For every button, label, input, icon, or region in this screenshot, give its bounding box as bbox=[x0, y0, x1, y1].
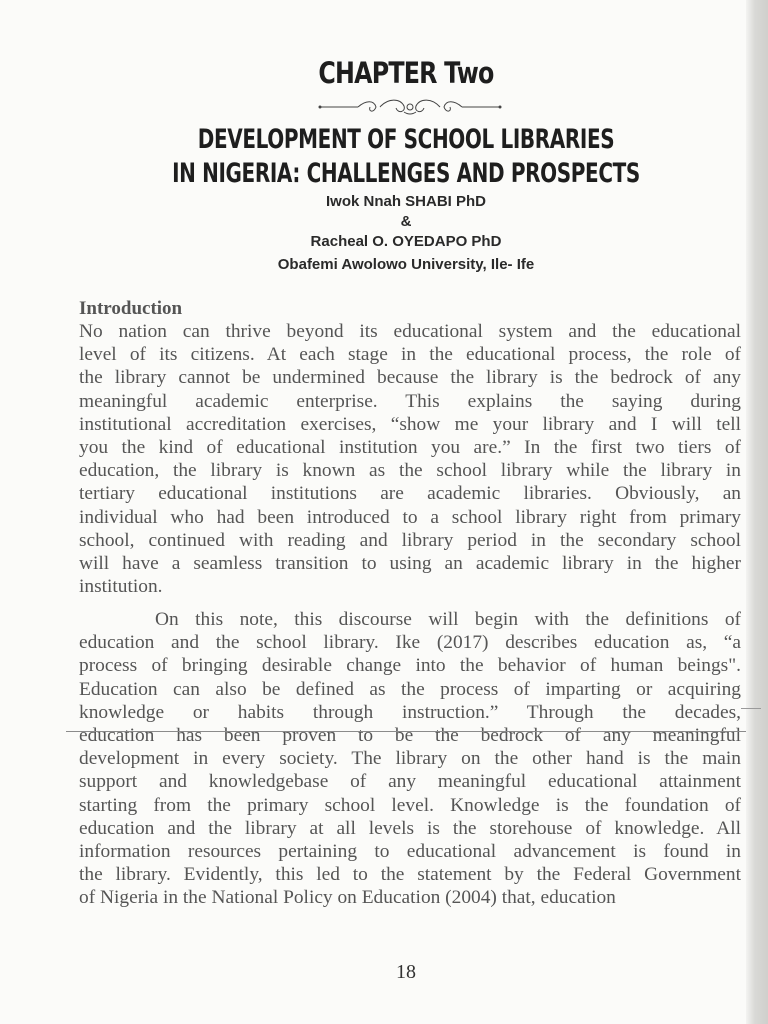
text-line: information resources pertaining to educational advancement is found in bbox=[79, 840, 741, 862]
text-line: education and the school library. Ike (2017) describes education as, “a bbox=[79, 632, 741, 654]
text-line: the library. Evidently, this led to the statement by the Federal Government bbox=[79, 864, 741, 886]
text-line: level of its citizens. At each stage in the educational process, the role of bbox=[79, 344, 741, 366]
chapter-title-line-1: DEVELOPMENT OF SCHOOL LIBRARIES bbox=[197, 124, 615, 155]
author-1: Iwok Nnah SHABI PhD bbox=[325, 193, 486, 210]
author-affiliation: Obafemi Awolowo University, Ile- Ife bbox=[277, 256, 535, 273]
text-line: process of bringing desirable change into the behavior of human beings". bbox=[79, 655, 741, 677]
text-line: On this note, this discourse will begin with the definitions of bbox=[155, 609, 741, 630]
text-line: institution. bbox=[79, 576, 163, 598]
paragraph-definitions bbox=[79, 608, 741, 909]
text-line: No nation can thrive beyond its educational system and the educational bbox=[79, 321, 741, 342]
author-2: Racheal O. OYEDAPO PhD bbox=[310, 233, 502, 250]
text-line: education has been proven to be the bedrock of any meaningful bbox=[79, 724, 741, 746]
chapter-label: CHAPTER Two bbox=[318, 56, 494, 90]
text-line: development in every society. The library on the other hand is the main bbox=[79, 748, 741, 770]
text-line: education, the library is known as the school library while the library in bbox=[79, 460, 741, 482]
text-line: will have a seamless transition to using an academic library in the higher bbox=[79, 552, 741, 574]
page-number: 18 bbox=[396, 961, 416, 983]
book-spine-shadow bbox=[746, 0, 768, 1024]
text-line: school, continued with reading and library period in the secondary school bbox=[79, 529, 741, 551]
text-line: of Nigeria in the National Policy on Education (2004) that, education bbox=[79, 887, 616, 909]
text-line: starting from the primary school level. Knowledge is the foundation of bbox=[79, 794, 741, 816]
text-line: institutional accreditation exercises, “show me your library and I will tell bbox=[79, 413, 741, 435]
text-line: individual who had been introduced to a school library right from primary bbox=[79, 506, 741, 528]
text-line: tertiary educational institutions are academic libraries. Obviously, an bbox=[79, 483, 741, 505]
text-line: the library cannot be undermined because the library is the bedrock of any bbox=[79, 367, 741, 389]
margin-mark bbox=[741, 708, 761, 709]
text-line: support and knowledgebase of any meaningful educational attainment bbox=[79, 771, 741, 793]
pencil-strike-line bbox=[66, 731, 746, 732]
chapter-title-line-2: IN NIGERIA: CHALLENGES AND PROSPECTS bbox=[172, 158, 640, 189]
text-line: you the kind of educational institution you are.” In the first two tiers of bbox=[79, 436, 741, 458]
ornament-divider-icon bbox=[318, 98, 502, 116]
paragraph-introduction bbox=[79, 320, 741, 598]
text-line: Education can also be defined as the process of imparting or acquiring bbox=[79, 678, 741, 700]
text-line: meaningful academic enterprise. This explains the saying during bbox=[79, 390, 741, 412]
section-heading: Introduction bbox=[79, 298, 183, 319]
text-line: education and the library at all levels is the storehouse of knowledge. All bbox=[79, 817, 741, 839]
text-line: knowledge or habits through instruction.” Through the decades, bbox=[79, 701, 741, 723]
author-conjunction: & bbox=[400, 213, 412, 230]
